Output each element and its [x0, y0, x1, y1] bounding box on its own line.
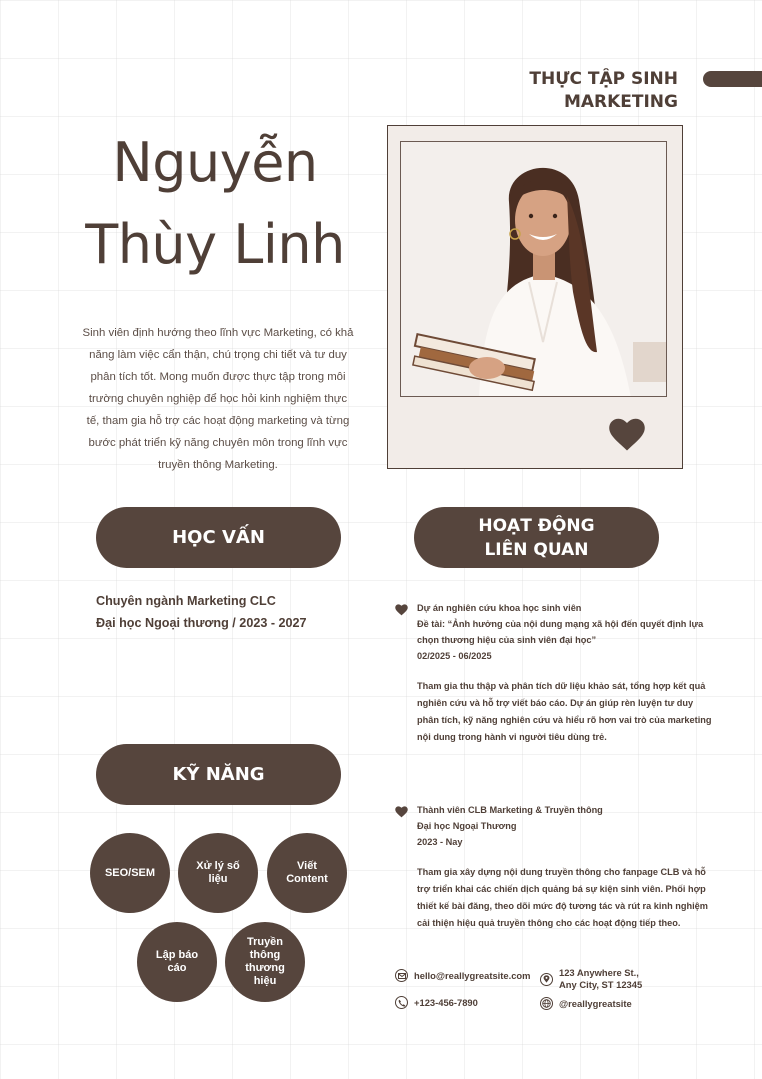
education-heading — [96, 507, 341, 568]
skills-heading — [96, 744, 341, 805]
activity-item — [395, 802, 715, 932]
mail-icon — [395, 969, 408, 982]
activity-topic: Đề tài: “Ảnh hưởng của nội dung mạng xã hội đến quyết định lựa chọn thương hiệu của sinh viên đại học” — [417, 619, 704, 645]
activities-heading-line2: LIÊN QUAN — [484, 539, 589, 560]
education-school: Đại học Ngoại thương / 2023 - 2027 — [96, 616, 307, 630]
education-major: Chuyên ngành Marketing CLC — [96, 594, 276, 608]
activity-title: Thành viên CLB Marketing & Truyền thông — [417, 805, 603, 815]
location-icon — [540, 973, 553, 986]
website-text: @reallygreatsite — [559, 997, 632, 1009]
contact-phone[interactable] — [395, 996, 478, 1009]
activity-title: Dự án nghiên cứu khoa học sinh viên — [417, 603, 582, 613]
job-title — [418, 68, 678, 114]
skill-badge: SEO/SEM — [90, 833, 170, 913]
activity-description: Tham gia xây dựng nội dung truyền thông cho fanpage CLB và hỗ trợ triển khai các chiến dịch quảng bá sự kiện sinh viên. Phối hợp thiết kế bài đăng, theo dõi mức độ tương tác và rút ra kinh nghiệm cải thiện hiệu quả truyền thông cho các hoạt động tiếp theo. — [417, 867, 708, 928]
profile-photo — [400, 141, 667, 397]
job-title-line1: THỰC TẬP SINH — [529, 69, 678, 89]
activities-heading — [414, 507, 659, 568]
contact-website[interactable] — [540, 997, 632, 1010]
address-line2: Any City, ST 12345 — [559, 979, 643, 990]
name-line1: Nguyễn — [112, 131, 318, 194]
education-heading-label: HỌC VẤN — [172, 527, 265, 548]
activity-org: Đại học Ngoại Thương — [417, 821, 517, 831]
skills-heading-label: KỸ NĂNG — [172, 764, 265, 785]
skill-badge: Lập báo cáo — [137, 922, 217, 1002]
candidate-name — [40, 122, 390, 286]
contact-address — [540, 967, 642, 991]
phone-text: +123-456-7890 — [414, 996, 478, 1008]
skill-badge: Truyền thông thương hiệu — [225, 922, 305, 1002]
education-details — [96, 590, 356, 634]
activity-description: Tham gia thu thập và phân tích dữ liệu khảo sát, tổng hợp kết quả nghiên cứu và hỗ trợ viết báo cáo. Dự án giúp rèn luyện tư duy phân tích, kỹ năng nghiên cứu và hiểu rõ hơn vai trò của marketing nội dung trong hành vi người tiêu dùng trẻ. — [417, 681, 712, 742]
activities-heading-line1: HOẠT ĐỘNG — [478, 515, 595, 536]
heart-icon — [395, 604, 408, 616]
name-line2: Thùy Linh — [85, 213, 345, 276]
portrait-illustration — [401, 142, 667, 397]
phone-icon — [395, 996, 408, 1009]
activity-date: 2023 - Nay — [417, 837, 463, 847]
activity-date: 02/2025 - 06/2025 — [417, 651, 492, 661]
heart-icon — [395, 806, 408, 818]
job-title-line2: MARKETING — [563, 92, 678, 112]
profile-summary: Sinh viên định hướng theo lĩnh vực Marketing, có khả năng làm việc cẩn thận, chú trọng chi tiết và tư duy phân tích tốt. Mong muốn được thực tập trong môi trường chuyên nghiệp để học hỏi kinh nghiệm thực tế, tham gia hỗ trợ các hoạt động marketing và từng bước phát triển kỹ năng chuyên môn trong lĩnh vực truyền thông Marketing. — [82, 327, 354, 471]
globe-icon — [540, 997, 553, 1010]
address-line1: 123 Anywhere St., — [559, 967, 639, 978]
email-text: hello@reallygreatsite.com — [414, 969, 531, 981]
skill-badge: Viết Content — [267, 833, 347, 913]
heart-icon — [608, 418, 646, 452]
contact-email[interactable] — [395, 969, 530, 982]
skill-badge: Xử lý số liệu — [178, 833, 258, 913]
photo-frame — [387, 125, 683, 469]
decorative-bar — [703, 71, 762, 87]
activity-item — [395, 600, 715, 746]
